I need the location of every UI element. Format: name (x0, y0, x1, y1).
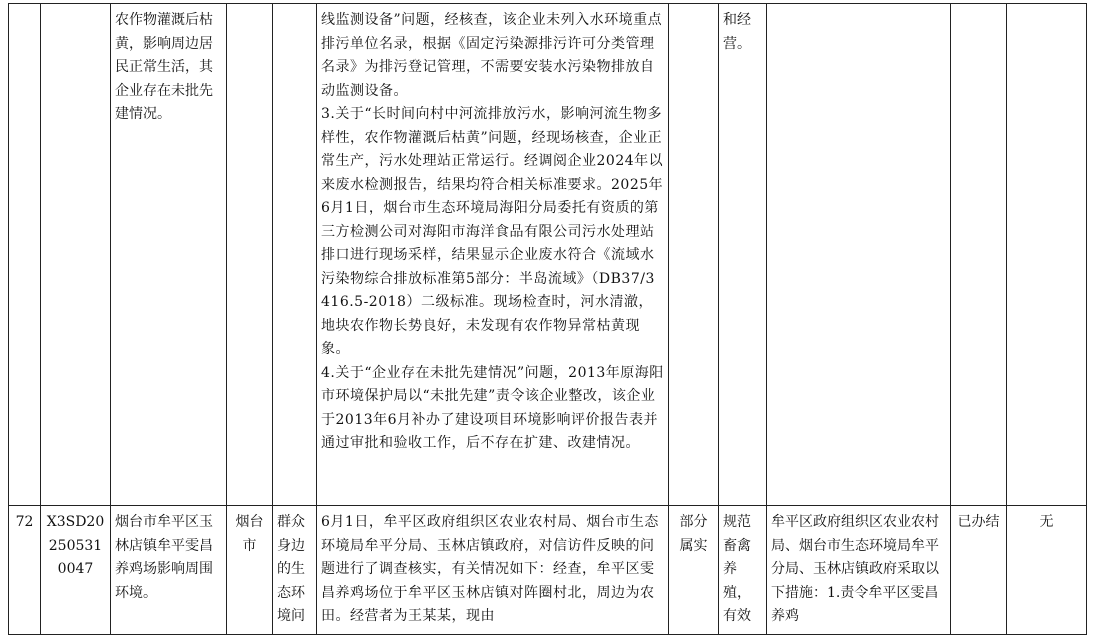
case-id-cell: X3SD20250531 0047 (41, 506, 111, 635)
measures-cell (767, 4, 951, 506)
status-cell (951, 4, 1007, 506)
measures-cell: 牟平区政府组织区农业农村局、烟台市生态环境局牟平分局、玉林店镇政府采取以下措施：1.责令牟平区雯昌养鸡 (767, 506, 951, 635)
region-cell (227, 4, 273, 506)
verdict-cell (669, 4, 719, 506)
measures-short-cell: 和经营。 (719, 4, 767, 506)
findings-cell (317, 506, 669, 635)
findings-paragraph: 6月1日，牟平区政府组织区农业农村局、烟台市生态环境局牟平分局、玉林店镇政府，对信访件反映的问题进行了调查核实，有关情况如下：经查，牟平区雯昌养鸡场位于牟平区玉林店镇对阵圈村北，周边为农田。经营者为王某某，现由 (321, 514, 659, 624)
status-cell: 已办结 (951, 506, 1007, 635)
findings-paragraph: 4.关于“企业存在未批先建情况”问题，2013年原海阳市环境保护局以“未批先建”责令该企业整改，该企业于2013年6月补办了建设项目环境影响评价报告表并通过审批和验收工作，后不存在扩建、改建情况。 (321, 364, 664, 451)
complaint-table (8, 3, 1087, 635)
complaint-cell (111, 4, 227, 506)
type-cell: 群众身边的生态环境问 (273, 506, 317, 635)
table-row (9, 4, 1087, 506)
findings-paragraph: 线监测设备”问题，经核查，该企业未列入水环境重点排污单位名录，根据《固定污染源排污许可分类管理名录》为排污登记管理，不需要安装水污染物排放自动监测设备。 (321, 12, 663, 99)
type-cell (273, 4, 317, 506)
measures-short-cell: 规范畜禽养殖，有效 (719, 506, 767, 635)
findings-paragraph: 3.关于“长时间向村中河流排放污水，影响河流生物多样性，农作物灌溉后枯黄”问题，经现场核查，企业正常生产，污水处理站正常运行。经调阅企业2024年以来废水检测报告，结果均符合相关标准要求。2025年6月1日，烟台市生态环境局海阳分局委托有资质的第三方检测公司对海阳市海洋食品有限公司污水处理站排口进行现场采样，结果显示企业废水符合《流域水污染物综合排放标准第5部分：半岛流域》（DB37/3416.5-2018）二级标准。现场检查时，河水清澈，地块农作物长势良好，未发现有农作物异常枯黄现象。 (321, 106, 664, 357)
complaint-text: 烟台市牟平区玉林店镇牟平雯昌养鸡场影响周围环境。 (115, 514, 213, 601)
accountability-cell (1007, 4, 1087, 506)
row-index-cell: 72 (9, 506, 41, 635)
row-index-cell (9, 4, 41, 506)
findings-cell (317, 4, 669, 506)
case-id-cell (41, 4, 111, 506)
verdict-cell: 部分属实 (669, 506, 719, 635)
region-cell: 烟台市 (227, 506, 273, 635)
accountability-cell: 无 (1007, 506, 1087, 635)
table-row (9, 506, 1087, 635)
complaint-cell (111, 506, 227, 635)
complaint-text: 农作物灌溉后枯黄，影响周边居民正常生活，其企业存在未批先建情况。 (115, 12, 213, 122)
